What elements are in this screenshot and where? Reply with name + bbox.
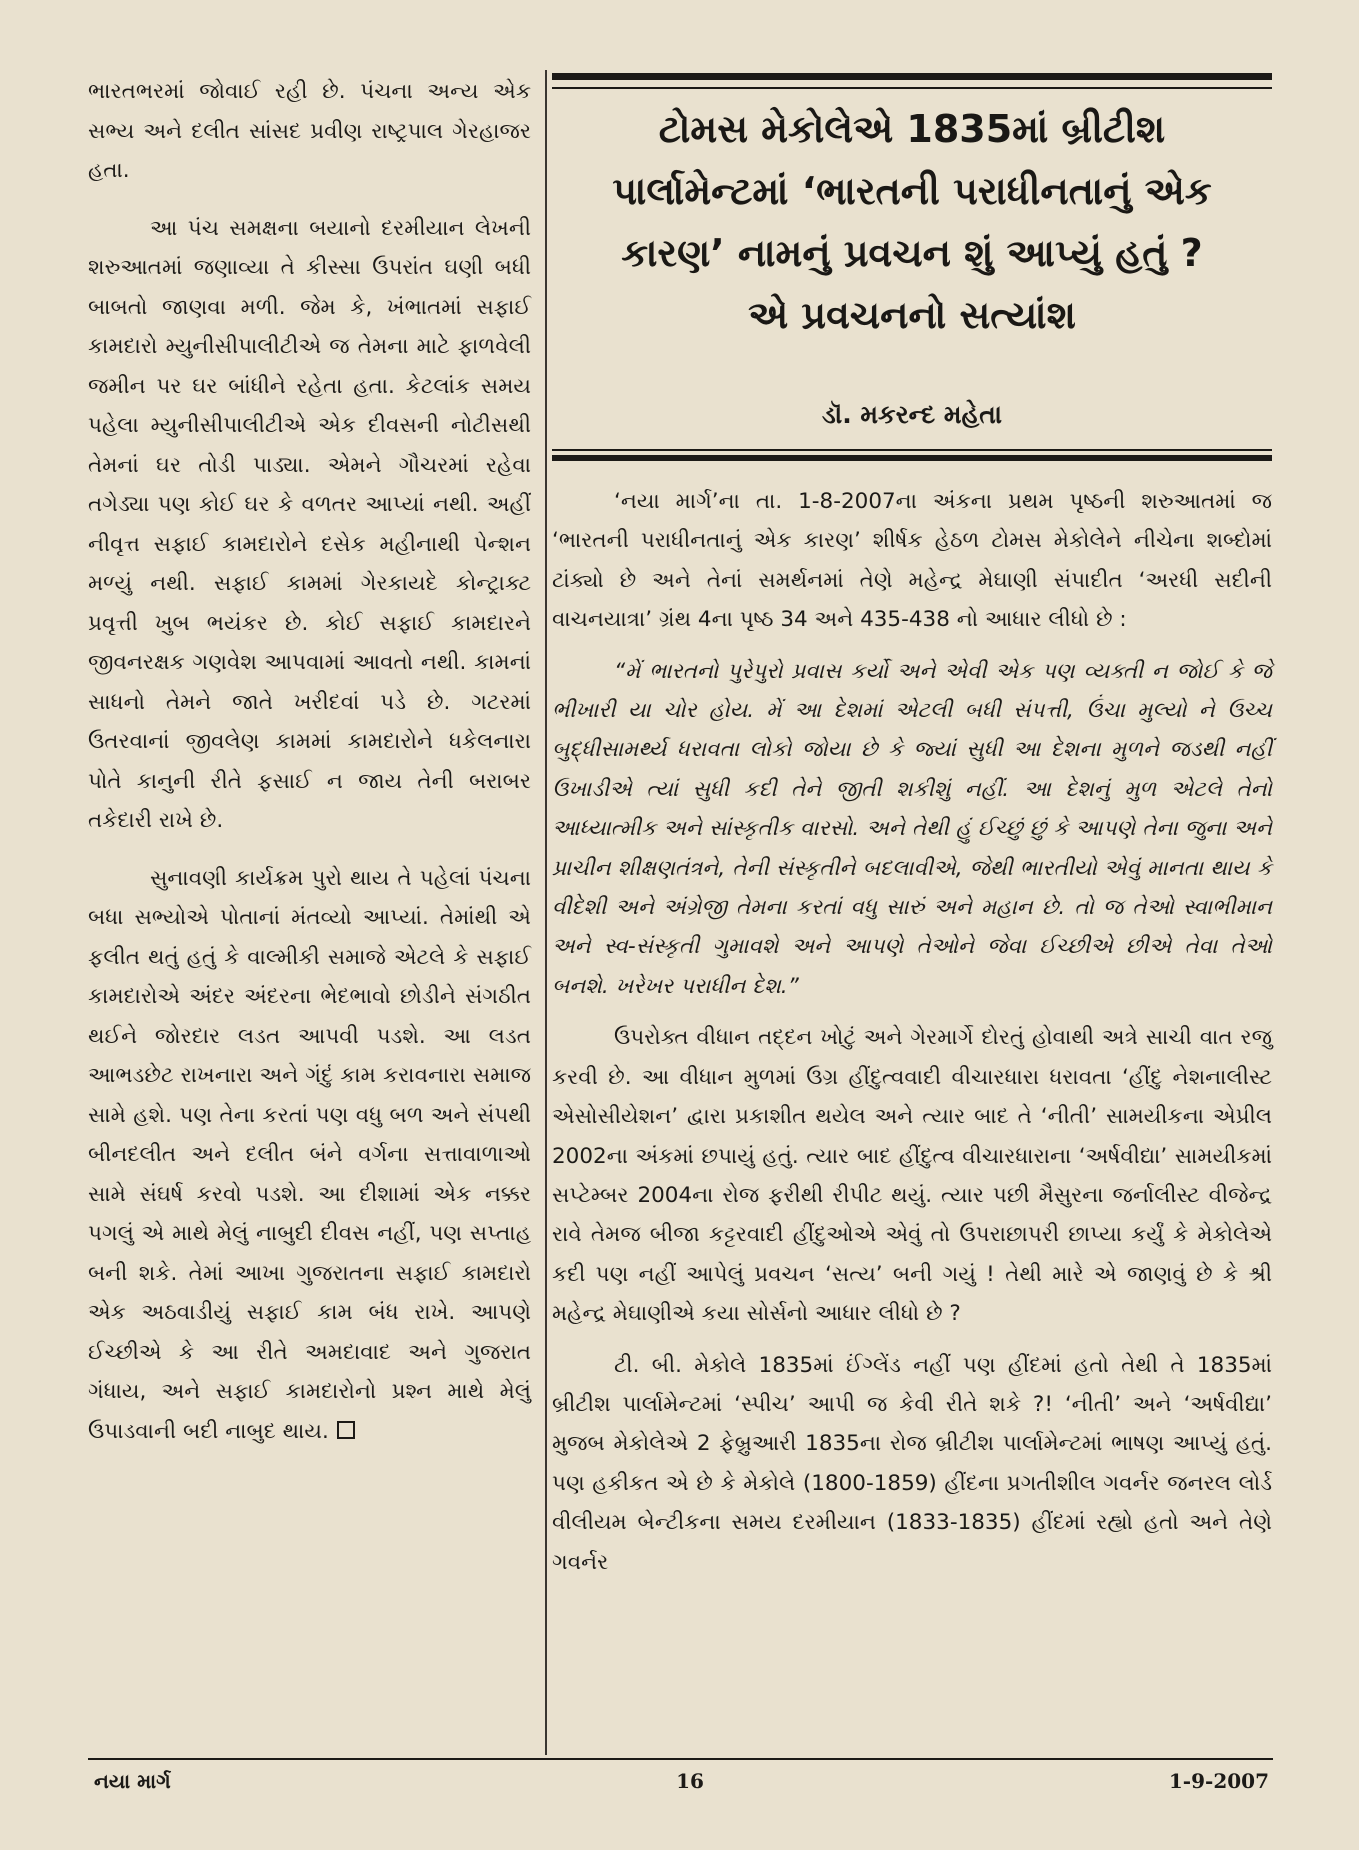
left-paragraph-3-text: સુનાવણી કાર્યક્રમ પુરો થાય તે પહેલાં પંચના બધા સભ્યોએ પોતાનાં મંતવ્યો આપ્યાં. તેમાંથી એ ફલીત થતું હતું કે વાલ્મીકી સમાજે એટલે કે સફાઈ કામદારોએ અંદર અંદરના ભેદભાવો છોડીને સંગઠીત થઈને જોરદાર લડત આપવી પડશે. આ લડત આભડછેટ રાખનારા અને ગંદું કામ કરાવનારા સમાજ સામે હશે. પણ તેના કરતાં પણ વધુ બળ અને સંપથી બીનદલીત અને દલીત બંને વર્ગના સત્તાવાળાઓ સામે સંઘર્ષ કરવો પડશે. આ દીશામાં એક નક્કર પગલું એ માથે મેલું નાબુદી દીવસ નહીં, પણ સપ્તાહ બની શકે. તેમાં આખા ગુજરાતના સફાઈ કામદારો એક અઠવાડીયું સફાઈ કામ બંધ રાખે. આપણે ઈચ્છીએ કે આ રીતે અમદાવાદ અને ગુજરાત ગંધાય, અને સફાઈ કામદારોનો પ્રશ્ન માથે મેલું ઉપાડવાની બદી નાબુદ થાય.: [88, 865, 531, 1444]
left-column: [88, 72, 531, 1451]
footer-date: 1-9-2007: [1168, 1769, 1269, 1793]
title-rule-top: [552, 73, 1272, 80]
footer-rule: [88, 1758, 1273, 1760]
left-paragraph-1: ભારતભરમાં જોવાઈ રહી છે. પંચના અન્ય એક સભ્ય અને દલીત સાંસદ પ્રવીણ રાષ્ટ્રપાલ ગેરહાજર હતા.: [88, 79, 531, 183]
title-rule-bottom: [552, 455, 1272, 461]
column-divider: [545, 70, 547, 1755]
title-line-1: ટોમસ મેકોલેએ 1835માં બ્રીટીશ: [658, 107, 1166, 151]
article-paragraph-1: ‘નયા માર્ગ’ના તા. 1-8-2007ના અંકના પ્રથમ પૃષ્ઠની શરુઆતમાં જ ‘ભારતની પરાધીનતાનું એક કારણ’ શીર્ષક હેઠળ ટોમસ મેકોલેને નીચેના શબ્દોમાં ટાંક્યો છે અને તેનાં સમર્થનમાં તેણે મહેન્દ્ર મેઘાણી સંપાદીત ‘અરધી સદીની વાચનયાત્રા’ ગ્રંથ 4ના પૃષ્ઠ 34 અને 435-438 નો આધાર લીધો છે :: [552, 489, 1272, 633]
title-rule-bottom-thin: [552, 449, 1272, 451]
article-paragraph-3: ટી. બી. મેકોલે 1835માં ઈંગ્લેંડ નહીં પણ હીંદમાં હતો તેથી તે 1835માં બ્રીટીશ પાર્લામેન્ટમાં ‘સ્પીચ’ આપી જ કેવી રીતે શકે ?! ‘નીતી’ અને ‘અર્ષવીદ્યા’ મુજબ મેકોલેએ 2 ફેબ્રુઆરી 1835ના રોજ બ્રીટીશ પાર્લામેન્ટમાં ભાષણ આપ્યું હતું. પણ હકીકત એ છે કે મેકોલે (1800-1859) હીંદના પ્રગતીશીલ ગવર્નર જનરલ લોર્ડ વીલીયમ બેન્ટીકના સમય દરમીયાન (1833-1835) હીંદમાં રહ્યો હતો અને તેણે ગવર્નર: [552, 1352, 1272, 1575]
page-number: 16: [676, 1769, 704, 1793]
left-paragraph-3: [88, 859, 531, 1452]
title-line-2: પાર્લામેન્ટમાં ‘ભારતની પરાધીનતાનું એક: [612, 169, 1212, 213]
title-rule-top-thin: [552, 87, 1272, 89]
left-paragraph-2: આ પંચ સમક્ષના બયાનો દરમીયાન લેખની શરુઆતમાં જણાવ્યા તે કીસ્સા ઉપરાંત ઘણી બધી બાબતો જાણવા મળી. જેમ કે, ખંભાતમાં સફાઈ કામદારો મ્યુનીસીપાલીટીએ જ તેમના માટે ફાળવેલી જમીન પર ઘર બાંધીને રહેતા હતા. કેટલાંક સમય પહેલા મ્યુનીસીપાલીટીએ એક દીવસની નોટીસથી તેમનાં ઘર તોડી પાડ્યા. એમને ગૌચરમાં રહેવા તગેડ્યા પણ કોઈ ઘર કે વળતર આપ્યાં નથી. અહીં નીવૃત્ત સફાઈ કામદારોને દસેક મહીનાથી પેન્શન મળ્યું નથી. સફાઈ કામમાં ગેરકાયદે કોન્ટ્રાક્ટ પ્રવૃત્તી ખુબ ભયંકર છે. કોઈ સફાઈ કામદારને જીવનરક્ષક ગણવેશ આપવામાં આવતો નથી. કામનાં સાધનો તેમને જાતે ખરીદવાં પડે છે. ગટરમાં ઉતરવાનાં જીવલેણ કામમાં કામદારોને ધકેલનારા પોતે કાનુની રીતે ફસાઈ ન જાય તેની બરાબર તકેદારી રાખે છે.: [88, 215, 531, 833]
macaulay-quote: “મેં ભારતનો પુરેપુરો પ્રવાસ કર્યો અને એવી એક પણ વ્યક્તી ન જોઈ કે જે ભીખારી યા ચોર હોય. મેં આ દેશમાં એટલી બધી સંપત્તી, ઉંચા મુલ્યો ને ઉચ્ચ બુદ્ધીસામર્થ્ય ધરાવતા લોકો જોયા છે કે જ્યાં સુધી આ દેશના મુળને જડથી નહીં ઉખાડીએ ત્યાં સુધી કદી તેને જીતી શકીશું નહીં. આ દેશનું મુળ એટલે તેનો આધ્યાત્મીક અને સાંસ્કૃતીક વારસો. અને તેથી હું ઈચ્છું છું કે આપણે તેના જુના અને પ્રાચીન શીક્ષણતંત્રને, તેની સંસ્કૃતીને બદલાવીએ, જેથી ભારતીયો એવું માનતા થાય કે વીદેશી અને અંગ્રેજી તેમના કરતાં વધુ સારું અને મહાન છે. તો જ તેઓ સ્વાભીમાન અને સ્વ-સંસ્કૃતી ગુમાવશે અને આપણે તેઓને જેવા ઈચ્છીએ છીએ તેવા તેઓ બનશે. ખરેખર પરાધીન દેશ.”: [552, 658, 1272, 999]
article-title: [552, 98, 1272, 346]
article-paragraph-2: ઉપરોક્ત વીધાન તદ્દન ખોટું અને ગેરમાર્ગે દોરતું હોવાથી અત્રે સાચી વાત રજુ કરવી છે. આ વીધાન મુળમાં ઉગ્ર હીંદુત્વવાદી વીચારધારા ધરાવતા ‘હીંદુ નેશનાલીસ્ટ એસોસીયેશન’ દ્વારા પ્રકાશીત થયેલ અને ત્યાર બાદ તે ‘નીતી’ સામયીકના એપ્રીલ 2002ના અંકમાં છપાયું હતું. ત્યાર બાદ હીંદુત્વ વીચારધારાના ‘અર્ષવીદ્યા’ સામયીકમાં સપ્ટેમ્બર 2004ના રોજ ફરીથી રીપીટ થયું. ત્યાર પછી મૈસુરના જર્નાલીસ્ટ વીજેન્દ્ર રાવે તેમજ બીજા કટ્ટરવાદી હીંદુઓએ એવું તો ઉપરાછાપરી છાપ્યા કર્યું કે મેકોલેએ કદી પણ નહીં આપેલું પ્રવચન ‘સત્ય’ બની ગયું ! તેથી મારે એ જાણવું છે કે શ્રી મહેન્દ્ર મેઘાણીએ કયા સોર્સનો આધાર લીધો છે ?: [552, 1025, 1272, 1327]
article-body: [552, 482, 1272, 1582]
footer-magazine-name: નયા માર્ગ: [94, 1769, 171, 1793]
title-line-4: એ પ્રવચનનો સત્યાંશ: [748, 293, 1076, 337]
title-line-3: કારણ’ નામનું પ્રવચન શું આપ્યું હતું ?: [621, 231, 1203, 275]
end-of-article-icon: [337, 1421, 355, 1439]
article-author: ડૉ. મકરન્દ મહેતા: [822, 400, 1002, 429]
